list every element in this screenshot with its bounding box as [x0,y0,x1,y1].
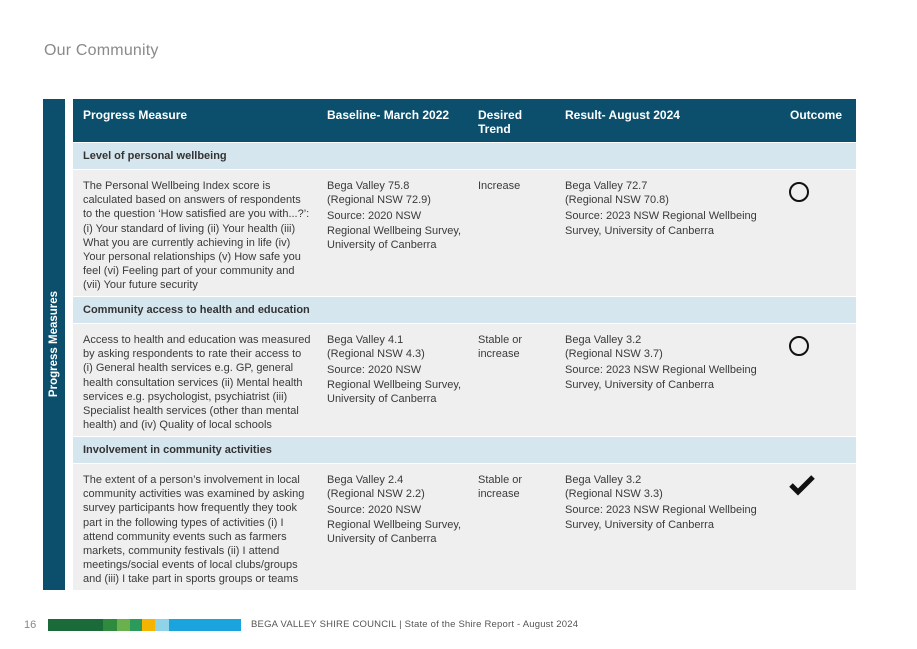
trend-cell: Stable or increase [478,334,523,361]
result-value: Bega Valley 3.2 [565,334,642,346]
result-value: Bega Valley 72.7 [565,180,648,192]
baseline-cell [327,473,467,546]
baseline-cell [327,333,467,406]
baseline-value: Bega Valley 2.4 [327,474,404,486]
checkmark-icon [789,474,815,496]
header-outcome: Outcome [790,108,843,122]
baseline-regional: (Regional NSW 72.9) [327,194,431,207]
result-value: Bega Valley 3.2 [565,474,642,486]
circle-icon [789,182,809,202]
outcome-cell [789,179,809,202]
baseline-regional: (Regional NSW 4.3) [327,348,425,361]
baseline-cell [327,179,467,252]
result-cell [565,333,765,392]
footer-color-bar [130,619,142,631]
baseline-value: Bega Valley 4.1 [327,334,404,346]
side-label: Progress Measures [48,290,60,398]
progress-table [73,99,856,590]
result-source: Source: 2023 NSW Regional Wellbeing Survey, University of Canberra [565,364,757,391]
baseline-source: Source: 2020 NSW Regional Wellbeing Survey, University of Canberra [327,364,462,405]
page-number: 16 [24,619,37,631]
result-regional: (Regional NSW 70.8) [565,194,669,207]
result-regional: (Regional NSW 3.7) [565,348,663,361]
section-title: Involvement in community activities [73,436,856,464]
footer-color-bar [169,619,241,631]
circle-icon [789,336,809,356]
footer-text: BEGA VALLEY SHIRE COUNCIL | State of the Shire Report - August 2024 [251,619,579,630]
outcome-cell [789,333,809,356]
measure-description: The Personal Wellbeing Index score is calculated based on answers of respondents to the question ‘How satisfied are you with...?’: (i) Your standard of living (ii) Your health (iii) What you are currently achieving in life (iv) Your personal relationships (v) How safe you feel (vi) Feeling part of your community and (vii) Your future security [83,180,310,292]
header-trend: Desired Trend [478,108,523,136]
result-regional: (Regional NSW 3.3) [565,488,663,501]
result-cell [565,179,765,238]
result-cell [565,473,765,532]
table-header [73,99,856,142]
page-title: Our Community [44,42,159,59]
header-result: Result- August 2024 [565,108,680,122]
measure-description: The extent of a person’s involvement in local community activities was examined by asking survey participants how frequently they took part in the following types of activities (i) I attend community events such as farmers markets, community festivals (ii) I attend meetings/social events of local clubs/groups and (iii) I take part in sports groups or teams [83,474,305,586]
header-baseline: Baseline- March 2022 [327,108,450,122]
footer-color-bar [103,619,117,631]
baseline-source: Source: 2020 NSW Regional Wellbeing Survey, University of Canberra [327,504,462,545]
trend-cell: Increase [478,180,521,192]
result-source: Source: 2023 NSW Regional Wellbeing Survey, University of Canberra [565,504,757,531]
section-title: Community access to health and education [73,296,856,324]
footer-color-bar [48,619,103,631]
footer-color-bar [155,619,169,631]
footer-color-bar [117,619,130,631]
section-title: Level of personal wellbeing [73,142,856,170]
baseline-source: Source: 2020 NSW Regional Wellbeing Survey, University of Canberra [327,210,462,251]
table-row [73,464,856,590]
baseline-regional: (Regional NSW 2.2) [327,488,425,501]
result-source: Source: 2023 NSW Regional Wellbeing Survey, University of Canberra [565,210,757,237]
footer-color-bar [142,619,155,631]
footer [0,619,917,633]
baseline-value: Bega Valley 75.8 [327,180,410,192]
measure-description: Access to health and education was measured by asking respondents to rate their access to (i) General health services e.g. GP, general health consultation services (ii) Mental health services e.g. psychologist, psychiatrist (iii) Specialist health services (other than mental health) and (iv) Quality of local schools [83,334,311,432]
trend-cell: Stable or increase [478,474,523,501]
header-measure: Progress Measure [83,108,188,122]
table-row [73,170,856,296]
table-row [73,324,856,436]
outcome-cell [789,474,815,500]
